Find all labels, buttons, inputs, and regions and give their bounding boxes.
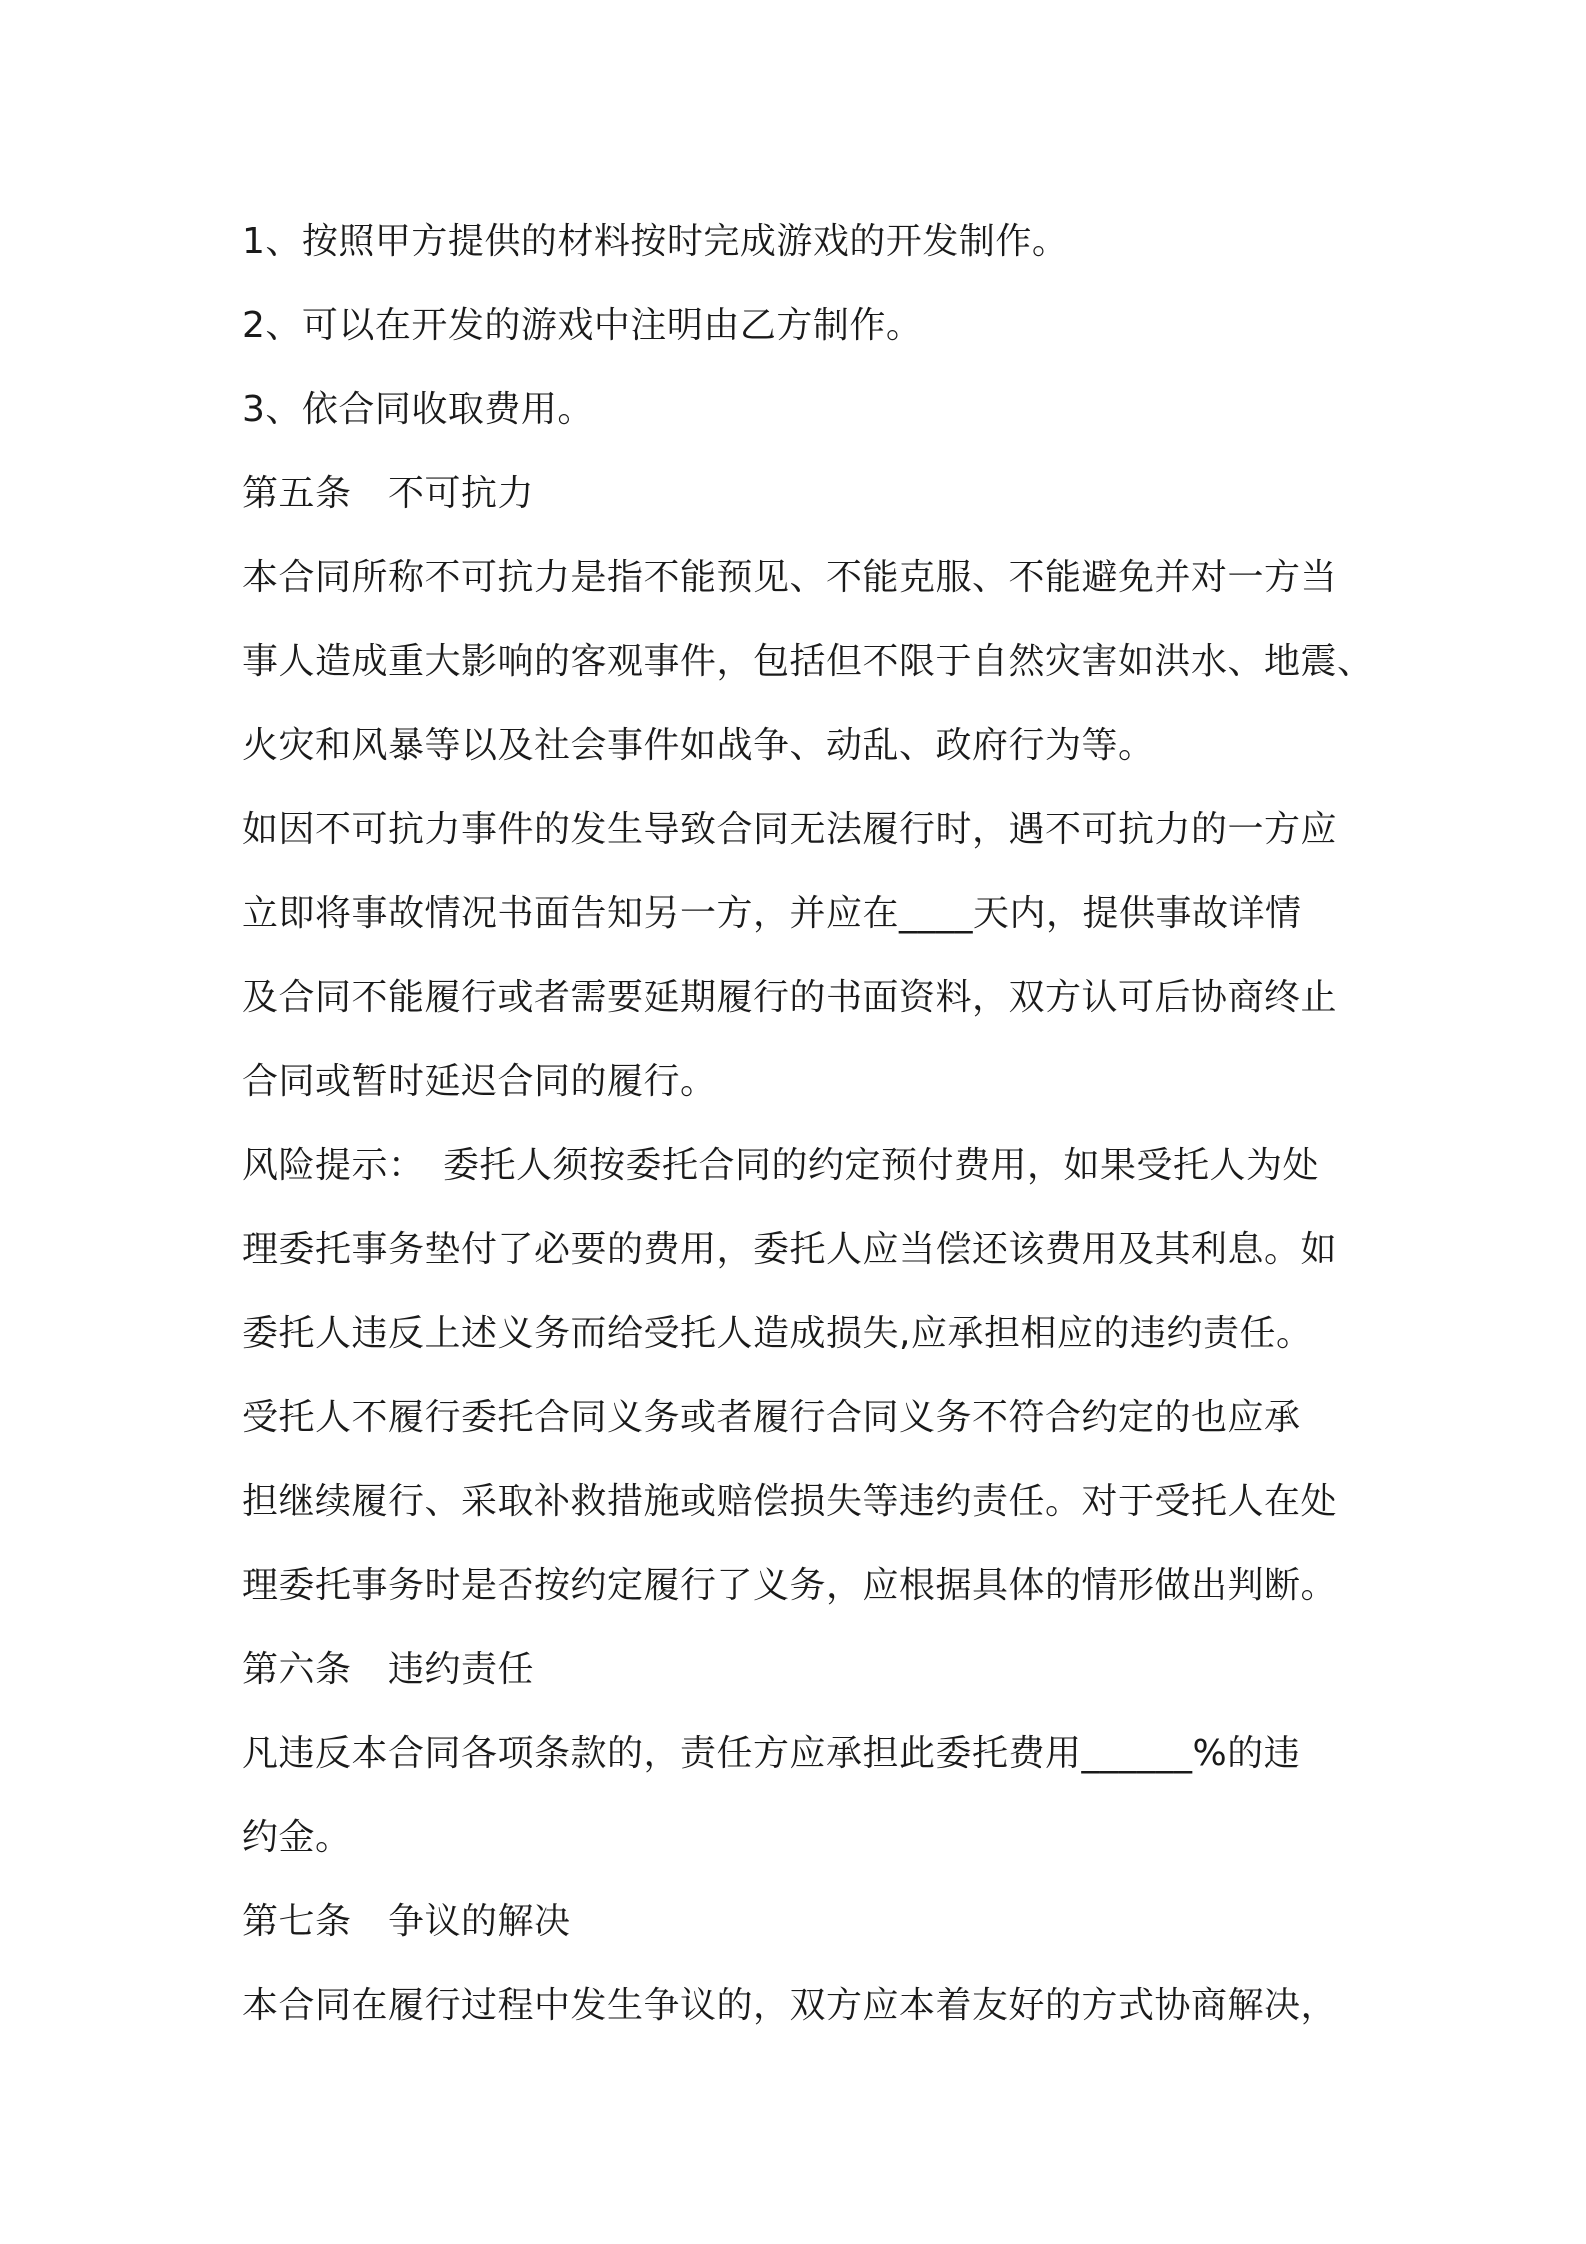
paragraph-line: 合同或暂时延迟合同的履行。	[242, 1061, 717, 1102]
risk-notice-line: 风险提示： 委托人须按委托合同的约定预付费用，如果受托人为处	[242, 1145, 1320, 1186]
risk-notice-line: 委托人违反上述义务而给受托人造成损失,应承担相应的违约责任。	[242, 1313, 1313, 1354]
paragraph-line: 如因不可抗力事件的发生导致合同无法履行时，遇不可抗力的一方应	[242, 809, 1338, 850]
article-7-heading: 第七条 争议的解决	[242, 1901, 571, 1942]
risk-notice-line: 担继续履行、采取补救措施或赔偿损失等违约责任。对于受托人在处	[242, 1481, 1338, 1522]
paragraph-line: 及合同不能履行或者需要延期履行的书面资料，双方认可后协商终止	[242, 977, 1338, 1018]
risk-notice-line: 受托人不履行委托合同义务或者履行合同义务不符合约定的也应承	[242, 1397, 1301, 1438]
article-5-heading: 第五条 不可抗力	[242, 473, 535, 514]
risk-notice-line: 理委托事务垫付了必要的费用，委托人应当偿还该费用及其利息。如	[242, 1229, 1338, 1270]
document-body	[242, 200, 1374, 2048]
clause-item-1: 1、按照甲方提供的材料按时完成游戏的开发制作。	[242, 221, 1069, 262]
paragraph-line: 本合同在履行过程中发生争议的，双方应本着友好的方式协商解决，	[242, 1985, 1338, 2026]
paragraph-line: 约金。	[242, 1817, 352, 1858]
paragraph-line: 凡违反本合同各项条款的，责任方应承担此委托费用______%的违	[242, 1733, 1301, 1774]
paragraph-line: 事人造成重大影响的客观事件，包括但不限于自然灾害如洪水、地震、	[242, 641, 1374, 682]
clause-item-3: 3、依合同收取费用。	[242, 389, 594, 430]
paragraph-line: 火灾和风暴等以及社会事件如战争、动乱、政府行为等。	[242, 725, 1155, 766]
paragraph-line: 立即将事故情况书面告知另一方，并应在____天内，提供事故详情	[242, 893, 1302, 934]
article-6-heading: 第六条 违约责任	[242, 1649, 535, 1690]
paragraph-line: 本合同所称不可抗力是指不能预见、不能克服、不能避免并对一方当	[242, 557, 1338, 598]
clause-item-2: 2、可以在开发的游戏中注明由乙方制作。	[242, 305, 923, 346]
risk-notice-line: 理委托事务时是否按约定履行了义务，应根据具体的情形做出判断。	[242, 1565, 1338, 1606]
